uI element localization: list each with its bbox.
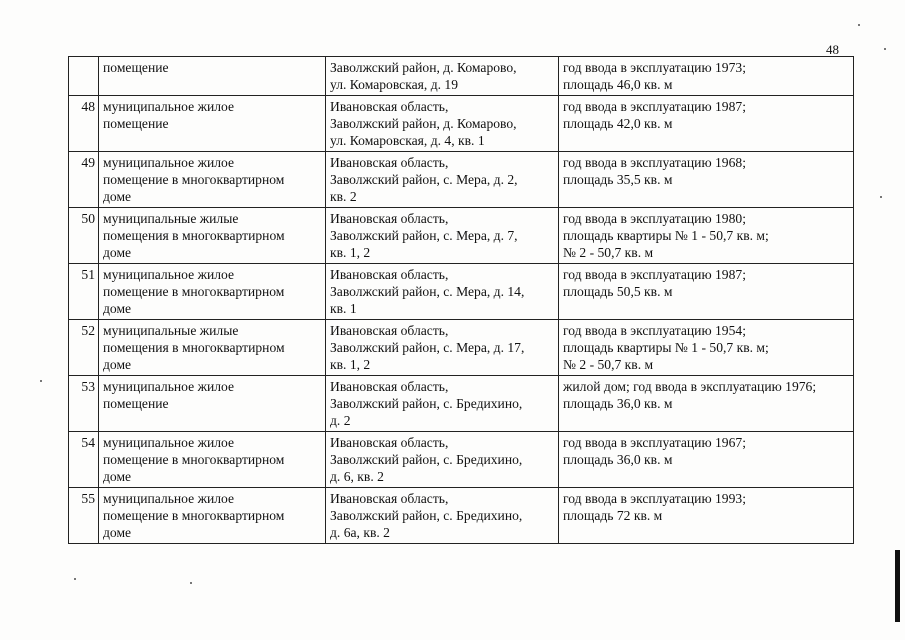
property-table (68, 56, 854, 544)
scan-speck (74, 578, 76, 580)
cell-line: кв. 2 (330, 189, 357, 204)
table-row (69, 96, 854, 152)
cell-line: помещение (103, 60, 169, 75)
info-cell (559, 376, 854, 432)
cell-line: Ивановская область, (330, 155, 449, 170)
object-name-cell (99, 152, 326, 208)
object-name-cell (99, 57, 326, 96)
cell-line: муниципальное жилое (103, 379, 235, 394)
table-row (69, 320, 854, 376)
object-name-cell (99, 264, 326, 320)
cell-line: площадь 35,5 кв. м (563, 172, 673, 187)
cell-line: кв. 1, 2 (330, 245, 371, 260)
cell-line: Заволжский район, д. Комарово, (330, 116, 517, 131)
cell-line: Заволжский район, с. Мера, д. 7, (330, 228, 518, 243)
cell-line: площадь 50,5 кв. м (563, 284, 673, 299)
table-row (69, 432, 854, 488)
cell-line: Заволжский район, с. Бредихино, (330, 508, 523, 523)
row-number: 52 (69, 320, 99, 376)
table-row (69, 152, 854, 208)
row-number: 54 (69, 432, 99, 488)
address-cell (326, 264, 559, 320)
cell-line: площадь 36,0 кв. м (563, 396, 673, 411)
cell-line: год ввода в эксплуатацию 1954; (563, 323, 746, 338)
cell-line: Ивановская область, (330, 211, 449, 226)
cell-line: помещение (103, 116, 169, 131)
cell-line: год ввода в эксплуатацию 1993; (563, 491, 746, 506)
cell-line: помещение в многоквартирном (103, 172, 285, 187)
info-cell (559, 432, 854, 488)
cell-line: помещение в многоквартирном (103, 284, 285, 299)
page-number: 48 (826, 42, 839, 57)
cell-line: год ввода в эксплуатацию 1980; (563, 211, 746, 226)
info-cell (559, 264, 854, 320)
info-cell (559, 208, 854, 264)
cell-line: д. 2 (330, 413, 351, 428)
table-row (69, 57, 854, 96)
cell-line: муниципальные жилые (103, 211, 239, 226)
scan-speck (190, 582, 192, 584)
scan-speck (880, 196, 882, 198)
cell-line: доме (103, 189, 132, 204)
scan-speck (40, 380, 42, 382)
table-row (69, 376, 854, 432)
cell-line: Ивановская область, (330, 323, 449, 338)
row-number (69, 57, 99, 96)
cell-line: муниципальное жилое (103, 99, 235, 114)
info-cell (559, 57, 854, 96)
cell-line: площадь 42,0 кв. м (563, 116, 673, 131)
cell-line: площадь квартиры № 1 - 50,7 кв. м; (563, 340, 769, 355)
address-cell (326, 320, 559, 376)
address-cell (326, 152, 559, 208)
address-cell (326, 57, 559, 96)
cell-line: № 2 - 50,7 кв. м (563, 245, 654, 260)
object-name-cell (99, 432, 326, 488)
object-name-cell (99, 488, 326, 544)
cell-line: кв. 1 (330, 301, 357, 316)
cell-line: площадь 46,0 кв. м (563, 77, 673, 92)
row-number: 55 (69, 488, 99, 544)
table-row (69, 488, 854, 544)
table-row (69, 208, 854, 264)
object-name-cell (99, 320, 326, 376)
cell-line: Ивановская область, (330, 379, 449, 394)
scan-speck (858, 24, 860, 26)
object-name-cell (99, 96, 326, 152)
cell-line: Ивановская область, (330, 435, 449, 450)
cell-line: год ввода в эксплуатацию 1987; (563, 267, 746, 282)
cell-line: доме (103, 245, 132, 260)
cell-line: Заволжский район, с. Бредихино, (330, 452, 523, 467)
cell-line: Заволжский район, д. Комарово, (330, 60, 517, 75)
cell-line: муниципальное жилое (103, 491, 235, 506)
cell-line: год ввода в эксплуатацию 1968; (563, 155, 746, 170)
cell-line: кв. 1, 2 (330, 357, 371, 372)
cell-line: муниципальное жилое (103, 435, 235, 450)
cell-line: помещения в многоквартирном (103, 340, 285, 355)
info-cell (559, 96, 854, 152)
cell-line: муниципальное жилое (103, 267, 235, 282)
cell-line: Заволжский район, с. Мера, д. 17, (330, 340, 525, 355)
cell-line: ул. Комаровская, д. 19 (330, 77, 459, 92)
cell-line: муниципальные жилые (103, 323, 239, 338)
cell-line: д. 6а, кв. 2 (330, 525, 390, 540)
object-name-cell (99, 376, 326, 432)
cell-line: Ивановская область, (330, 99, 449, 114)
row-number: 50 (69, 208, 99, 264)
cell-line: помещения в многоквартирном (103, 228, 285, 243)
cell-line: помещение в многоквартирном (103, 508, 285, 523)
scan-edge-mark (895, 550, 900, 622)
cell-line: Ивановская область, (330, 267, 449, 282)
info-cell (559, 320, 854, 376)
row-number: 49 (69, 152, 99, 208)
address-cell (326, 96, 559, 152)
cell-line: Заволжский район, с. Мера, д. 14, (330, 284, 525, 299)
table-body (69, 57, 854, 544)
cell-line: № 2 - 50,7 кв. м (563, 357, 654, 372)
address-cell (326, 432, 559, 488)
address-cell (326, 208, 559, 264)
cell-line: площадь квартиры № 1 - 50,7 кв. м; (563, 228, 769, 243)
cell-line: площадь 72 кв. м (563, 508, 663, 523)
cell-line: доме (103, 301, 132, 316)
cell-line: ул. Комаровская, д. 4, кв. 1 (330, 133, 485, 148)
cell-line: муниципальное жилое (103, 155, 235, 170)
cell-line: площадь 36,0 кв. м (563, 452, 673, 467)
cell-line: год ввода в эксплуатацию 1973; (563, 60, 746, 75)
info-cell (559, 488, 854, 544)
row-number: 51 (69, 264, 99, 320)
cell-line: помещение в многоквартирном (103, 452, 285, 467)
cell-line: Заволжский район, с. Мера, д. 2, (330, 172, 518, 187)
info-cell (559, 152, 854, 208)
row-number: 48 (69, 96, 99, 152)
cell-line: Заволжский район, с. Бредихино, (330, 396, 523, 411)
cell-line: год ввода в эксплуатацию 1987; (563, 99, 746, 114)
cell-line: Ивановская область, (330, 491, 449, 506)
table-row (69, 264, 854, 320)
cell-line: доме (103, 357, 132, 372)
address-cell (326, 488, 559, 544)
cell-line: доме (103, 469, 132, 484)
cell-line: жилой дом; год ввода в эксплуатацию 1976; (563, 379, 817, 394)
cell-line: д. 6, кв. 2 (330, 469, 384, 484)
scan-speck (884, 48, 886, 50)
row-number: 53 (69, 376, 99, 432)
cell-line: доме (103, 525, 132, 540)
cell-line: помещение (103, 396, 169, 411)
object-name-cell (99, 208, 326, 264)
cell-line: год ввода в эксплуатацию 1967; (563, 435, 746, 450)
address-cell (326, 376, 559, 432)
